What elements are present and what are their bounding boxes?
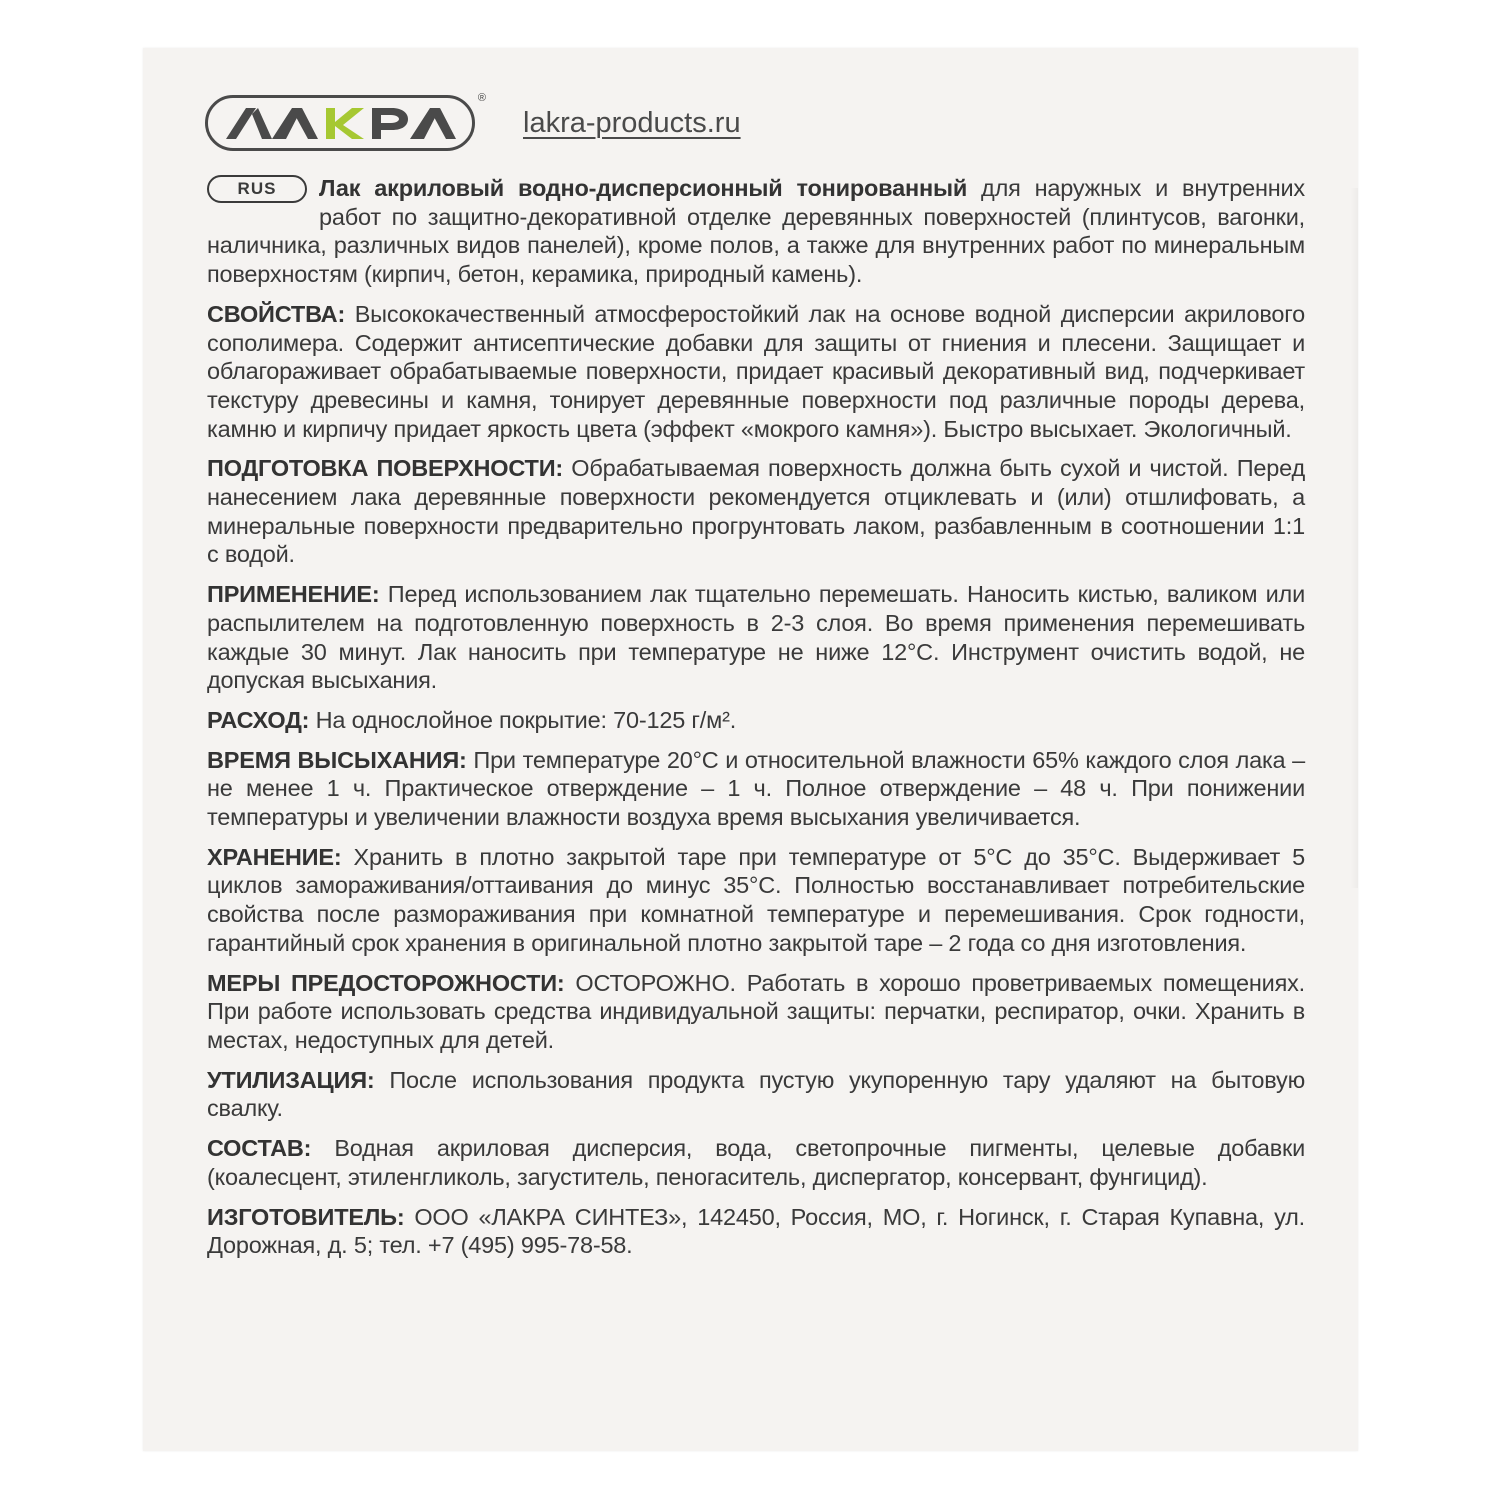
section-properties <box>207 300 1305 444</box>
section-text: Перед использованием лак тщательно перемешать. Наносить кистью, валиком или распылителем на подготовленную поверхность в 2-3 слоя. Во время применения перемешивать каждые 30 минут. Лак наносить при температуре не ниже 12°С. Инструмент очистить водой, не допуская высыхания. <box>207 581 1305 694</box>
section-text: Водная акриловая дисперсия, вода, светопрочные пигменты, целевые добавки (коалесцент, этиленгликоль, загуститель, пеногаситель, диспергатор, консервант, фунгицид). <box>207 1135 1305 1190</box>
section-manufacturer <box>207 1203 1305 1260</box>
section-heading: РАСХОД: <box>207 706 310 733</box>
section-heading: УТИЛИЗАЦИЯ: <box>207 1066 375 1093</box>
lakra-logo <box>205 92 486 151</box>
logo-letter-a-2 <box>296 108 318 139</box>
section-heading: ИЗГОТОВИТЕЛЬ: <box>207 1203 405 1230</box>
label-edge-shadow <box>1350 188 1358 888</box>
logo-letter-a-1 <box>272 108 302 139</box>
logo-letter-a2-2 <box>434 108 456 139</box>
section-text: При температуре 20°С и относительной влажности 65% каждого слоя лака – не менее 1 ч. Практическое отверждение – 1 ч. Полное отверждение – 48 ч. При понижении температуры и увеличении влажности воздуха время высыхания увеличивается. <box>207 746 1305 831</box>
section-text: Обрабатываемая поверхность должна быть сухой и чистой. Перед нанесением лака деревянные поверхности рекомендуется отциклевать и (или) отшлифовать, а минеральные поверхности предварительно прогрунтовать лаком, разбавленным в соотношении 1:1 с водой. <box>207 455 1305 568</box>
logo-letter-a2-1 <box>410 108 440 139</box>
section-heading: ВРЕМЯ ВЫСЫХАНИЯ: <box>207 746 467 773</box>
intro-text: для наружных и внутренних работ по защитно-декоративной отделке деревянных поверхностей (плинтусов, вагонки, наличника, различных видов панелей), кроме полов, а также для внутренних работ по минеральным поверхностям (кирпич, бетон, керамика, природный камень). <box>207 175 1305 288</box>
registered-mark: ® <box>477 92 486 104</box>
section-heading: МЕРЫ ПРЕДОСТОРОЖНОСТИ: <box>207 969 565 996</box>
section-drying-time <box>207 746 1305 832</box>
section-text: Хранить в плотно закрытой таре при температуре от 5°С до 35°С. Выдерживает 5 циклов замораживания/оттаивания до минус 35°С. Полностью восстанавливает потребительские свойства после размораживания при комнатной температуре и перемешивания. Срок годности, гарантийный срок хранения в оригинальной плотно закрытой таре – 2 года со дня изготовления. <box>207 843 1305 956</box>
product-label <box>143 48 1358 1451</box>
section-storage <box>207 843 1305 958</box>
section-consumption <box>207 706 1305 735</box>
section-composition <box>207 1134 1305 1191</box>
logo-letter-l-1 <box>226 108 256 139</box>
intro-paragraph <box>207 174 1305 289</box>
lakra-logo-wordmark <box>222 105 458 141</box>
section-precautions <box>207 969 1305 1055</box>
section-text: После использования продукта пустую укупоренную тару удаляют на бытовую свалку. <box>207 1066 1305 1122</box>
section-heading: СОСТАВ: <box>207 1135 312 1162</box>
label-text <box>207 174 1305 1271</box>
label-header <box>205 94 741 152</box>
section-disposal <box>207 1066 1305 1123</box>
logo-letter-k-arms <box>335 108 364 139</box>
section-heading: СВОЙСТВА: <box>207 300 346 327</box>
logo-letter-r <box>372 108 408 139</box>
language-badge: RUS <box>207 175 307 203</box>
section-text: ОСТОРОЖНО. Работать в хорошо проветриваемых помещениях. При работе использовать средства индивидуальной защиты: перчатки, респиратор, очки. Хранить в местах, недоступных для детей. <box>207 969 1305 1053</box>
section-heading: ПОДГОТОВКА ПОВЕРХНОСТИ: <box>207 455 564 482</box>
logo-letter-l-2 <box>252 108 272 139</box>
section-application <box>207 580 1305 695</box>
website-link[interactable]: lakra-products.ru <box>523 106 741 139</box>
section-text: На однослойное покрытие: 70-125 г/м². <box>309 706 737 733</box>
section-surface-preparation <box>207 454 1305 569</box>
section-heading: ПРИМЕНЕНИЕ: <box>207 581 380 608</box>
section-text: ООО «ЛАКРА СИНТЕЗ», 142450, Россия, МО, г. Ногинск, г. Старая Купавна, ул. Дорожная, д. 5; тел. +7 (495) 995-78-58. <box>207 1203 1305 1259</box>
product-title: Лак акриловый водно-дисперсионный тонированный <box>319 175 968 201</box>
section-text: Высококачественный атмосферостойкий лак на основе водной дисперсии акрилового сополимера. Содержит антисептические добавки для защиты от гниения и плесени. Защищает и облагораживает обрабатываемые поверхности, придает красивый декоративный вид, подчеркивает текстуру древесины и камня, тонирует деревянные поверхности под различные породы дерева, камню и кирпичу придает яркость цвета (эффект «мокрого камня»). Быстро высыхает. Экологичный. <box>207 300 1305 442</box>
section-heading: ХРАНЕНИЕ: <box>207 843 342 870</box>
logo-letter-k-stem <box>326 108 335 139</box>
